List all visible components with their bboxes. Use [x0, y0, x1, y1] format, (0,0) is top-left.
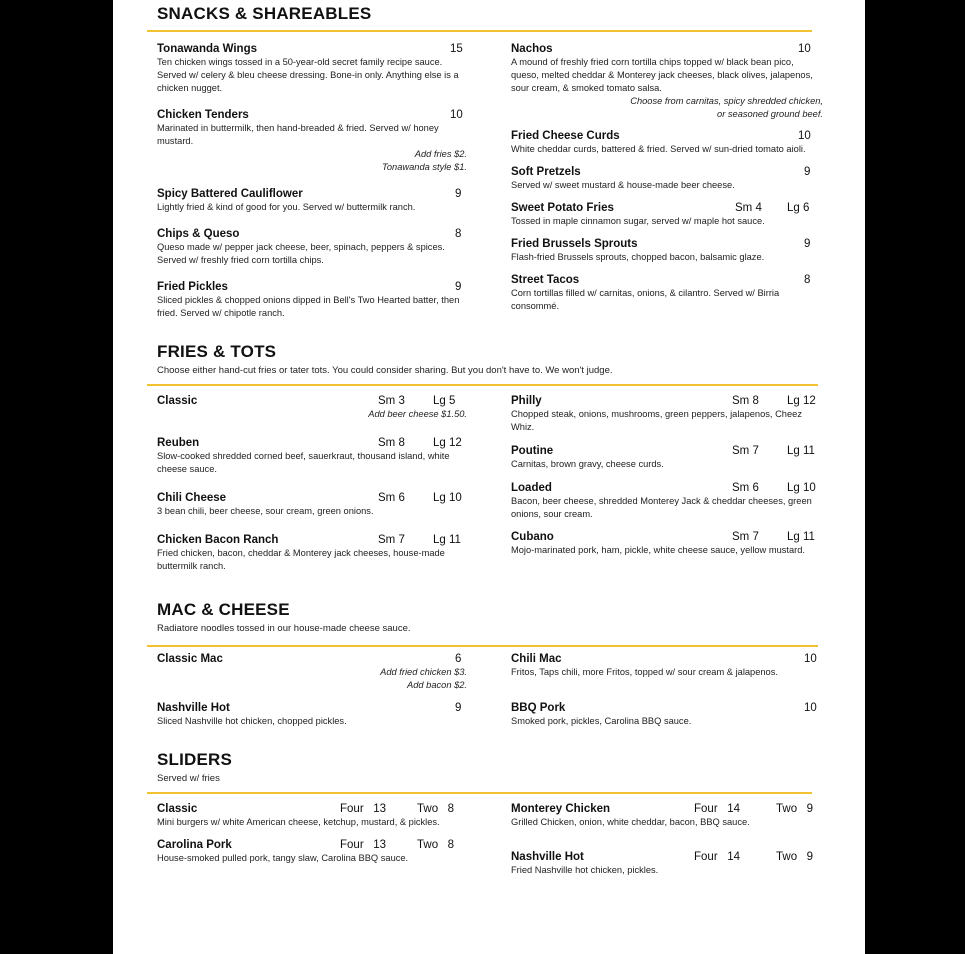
item-description: Smoked pork, pickles, Carolina BBQ sauce. — [511, 716, 692, 726]
item-name: Tonawanda Wings — [157, 43, 257, 55]
item-price-small: Sm 7 — [732, 445, 759, 457]
menu-item — [157, 533, 467, 573]
item-description: Fried chicken, bacon, cheddar & Monterey jack cheeses, house-made buttermilk ranch. — [157, 548, 445, 571]
item-description: Flash-fried Brussels sprouts, chopped bacon, balsamic glaze. — [511, 252, 765, 262]
item-price-small: Sm 6 — [732, 482, 759, 494]
item-description: Corn tortillas filled w/ carnitas, onions, & cilantro. Served w/ Birria consommé. — [511, 288, 780, 311]
item-name: Chicken Tenders — [157, 109, 249, 121]
item-description: Chopped steak, onions, mushrooms, green peppers, jalapenos, Cheez Whiz. — [511, 409, 802, 432]
item-description: Served w/ sweet mustard & house-made beer cheese. — [511, 180, 735, 190]
item-name: Fried Pickles — [157, 281, 228, 293]
item-name: Classic Mac — [157, 653, 223, 665]
item-description: House-smoked pulled pork, tangy slaw, Carolina BBQ sauce. — [157, 853, 409, 863]
item-name: Chili Mac — [511, 653, 562, 665]
menu-item — [157, 187, 467, 214]
menu-item — [511, 129, 823, 156]
divider-rule — [147, 792, 812, 794]
item-price-small: Sm 3 — [378, 395, 405, 407]
menu-item — [157, 802, 467, 829]
item-price-small: Sm 8 — [378, 437, 405, 449]
item-description: Queso made w/ pepper jack cheese, beer, spinach, peppers & spices. Served w/ freshly fried corn tortilla chips. — [157, 242, 445, 265]
menu-item — [157, 42, 467, 95]
item-name: Nashville Hot — [511, 851, 584, 863]
item-price: 9 — [455, 188, 462, 200]
item-name: Fried Brussels Sprouts — [511, 238, 638, 250]
item-name: BBQ Pork — [511, 702, 566, 714]
menu-item — [511, 802, 823, 829]
item-price: 9 — [804, 238, 811, 250]
item-name: Classic — [157, 803, 198, 815]
item-description: Mojo-marinated pork, ham, pickle, white cheese sauce, yellow mustard. — [511, 545, 806, 555]
section-title-snacks: SNACKS & SHAREABLES — [157, 4, 372, 23]
item-price-small: Sm 8 — [732, 395, 759, 407]
item-price: 10 — [450, 109, 463, 121]
item-description: Carnitas, brown gravy, cheese curds. — [511, 459, 664, 469]
menu-item — [511, 530, 823, 557]
item-price: 10 — [798, 130, 811, 142]
item-name: Carolina Pork — [157, 839, 232, 851]
divider-rule — [147, 30, 812, 32]
item-name: Soft Pretzels — [511, 166, 581, 178]
item-price: 10 — [804, 653, 817, 665]
item-name: Chicken Bacon Ranch — [157, 534, 279, 546]
item-description: Ten chicken wings tossed in a 50-year-old secret family recipe sauce. Served w/ celery & bleu cheese dressing. Bone-in only. Anything else is a chicken nugget. — [157, 57, 459, 93]
section-title-sliders: SLIDERS — [157, 750, 233, 769]
item-price-small: Sm 7 — [378, 534, 405, 546]
menu-item — [157, 394, 467, 421]
item-name: Spicy Battered Cauliflower — [157, 188, 303, 200]
menu-item — [511, 394, 823, 434]
menu-page — [113, 0, 865, 954]
divider-rule — [147, 645, 818, 647]
section-subtitle-sliders: Served w/ fries — [157, 773, 220, 784]
item-name: Street Tacos — [511, 274, 580, 286]
item-note: or seasoned ground beef. — [717, 109, 823, 119]
item-price: 9 — [455, 702, 462, 714]
item-price-small: Sm 6 — [378, 492, 405, 504]
item-description: A mound of freshly fried corn tortilla chips topped w/ black bean pico, queso, melted cheddar & Monterey jack cheeses, black olives, jalapenos, sour cream, & smoked tomato salsa. — [511, 57, 813, 93]
menu-item — [511, 652, 823, 679]
item-price: 10 — [804, 702, 817, 714]
menu-item — [511, 237, 823, 264]
item-note: Add beer cheese $1.50. — [368, 409, 467, 419]
menu-item — [157, 108, 467, 174]
item-description: Slow-cooked shredded corned beef, sauerkraut, thousand island, white cheese sauce. — [157, 451, 450, 474]
item-price-four: Four 13 — [340, 839, 387, 851]
item-description: Grilled Chicken, onion, white cheddar, bacon, BBQ sauce. — [511, 817, 750, 827]
menu-item — [511, 850, 823, 877]
item-name: Fried Cheese Curds — [511, 130, 620, 142]
item-name: Philly — [511, 395, 542, 407]
menu-item — [511, 444, 823, 471]
item-description: White cheddar curds, battered & fried. Served w/ sun-dried tomato aioli. — [511, 144, 806, 154]
item-price-small: Sm 7 — [732, 531, 759, 543]
item-price: 9 — [455, 281, 462, 293]
item-price: 9 — [804, 166, 811, 178]
divider-rule — [147, 384, 818, 386]
item-note: Tonawanda style $1. — [382, 162, 467, 172]
item-price: 8 — [455, 228, 462, 240]
item-name: Loaded — [511, 482, 552, 494]
item-price-large: Lg 12 — [433, 437, 462, 449]
item-price-large: Lg 11 — [787, 531, 815, 543]
item-name: Classic — [157, 395, 198, 407]
item-name: Sweet Potato Fries — [511, 202, 614, 214]
menu-item — [157, 652, 467, 692]
item-price: 10 — [798, 43, 811, 55]
item-description: Tossed in maple cinnamon sugar, served w/ maple hot sauce. — [511, 216, 765, 226]
item-description: Mini burgers w/ white American cheese, ketchup, mustard, & pickles. — [157, 817, 440, 827]
menu-item — [157, 436, 467, 476]
item-name: Chips & Queso — [157, 228, 240, 240]
section-title-mac: MAC & CHEESE — [157, 600, 290, 619]
menu-item — [157, 838, 467, 865]
item-name: Monterey Chicken — [511, 803, 611, 815]
menu-item — [511, 201, 823, 228]
menu-item — [511, 165, 823, 192]
menu-item — [157, 280, 467, 320]
item-price-small: Sm 4 — [735, 202, 762, 214]
menu-item — [157, 491, 467, 518]
item-price-large: Lg 11 — [787, 445, 815, 457]
item-price-four: Four 14 — [694, 803, 741, 815]
item-description: Marinated in buttermilk, then hand-breaded & fried. Served w/ honey mustard. — [157, 123, 439, 146]
item-description: Bacon, beer cheese, shredded Monterey Jack & cheddar cheeses, green onions, sour cream. — [511, 496, 812, 519]
item-price-four: Four 14 — [694, 851, 741, 863]
item-description: Lightly fried & kind of good for you. Served w/ buttermilk ranch. — [157, 202, 416, 212]
item-name: Chili Cheese — [157, 492, 227, 504]
menu-item — [511, 481, 823, 521]
item-name: Cubano — [511, 531, 554, 543]
menu-item — [511, 273, 823, 313]
item-name: Nashville Hot — [157, 702, 230, 714]
item-description: Fritos, Taps chili, more Fritos, topped w/ sour cream & jalapenos. — [511, 667, 778, 677]
item-price: 8 — [804, 274, 811, 286]
menu-item — [511, 42, 823, 121]
item-name: Poutine — [511, 445, 554, 457]
item-description: 3 bean chili, beer cheese, sour cream, green onions. — [157, 506, 374, 516]
section-title-fries: FRIES & TOTS — [157, 342, 277, 361]
item-name: Reuben — [157, 437, 200, 449]
item-description: Fried Nashville hot chicken, pickles. — [511, 865, 659, 875]
item-price-two: Two 8 — [417, 839, 455, 851]
item-note: Add fried chicken $3. — [380, 667, 467, 677]
item-price-large: Lg 12 — [787, 395, 816, 407]
section-subtitle-mac: Radiatore noodles tossed in our house-made cheese sauce. — [157, 623, 411, 634]
item-note: Add bacon $2. — [407, 680, 467, 690]
item-price: 15 — [450, 43, 463, 55]
item-price: 6 — [455, 653, 462, 665]
item-price-two: Two 8 — [417, 803, 455, 815]
item-price-large: Lg 10 — [787, 482, 816, 494]
item-note: Add fries $2. — [414, 149, 467, 159]
menu-item — [157, 701, 467, 728]
item-price-two: Two 9 — [776, 851, 814, 863]
item-price-four: Four 13 — [340, 803, 387, 815]
item-price-two: Two 9 — [776, 803, 814, 815]
item-note: Choose from carnitas, spicy shredded chicken, — [630, 96, 823, 106]
menu-item — [511, 701, 823, 728]
section-subtitle-fries: Choose either hand-cut fries or tater tots. You could consider sharing. But you don't have to. We won't judge. — [157, 365, 613, 376]
item-price-large: Lg 6 — [787, 202, 810, 214]
item-description: Sliced Nashville hot chicken, chopped pickles. — [157, 716, 347, 726]
item-price-large: Lg 10 — [433, 492, 462, 504]
item-name: Nachos — [511, 43, 553, 55]
item-price-large: Lg 11 — [433, 534, 461, 546]
item-description: Sliced pickles & chopped onions dipped in Bell's Two Hearted batter, then fried. Served w/ chipotle ranch. — [157, 295, 460, 318]
item-price-large: Lg 5 — [433, 395, 456, 407]
menu-item — [157, 227, 467, 267]
